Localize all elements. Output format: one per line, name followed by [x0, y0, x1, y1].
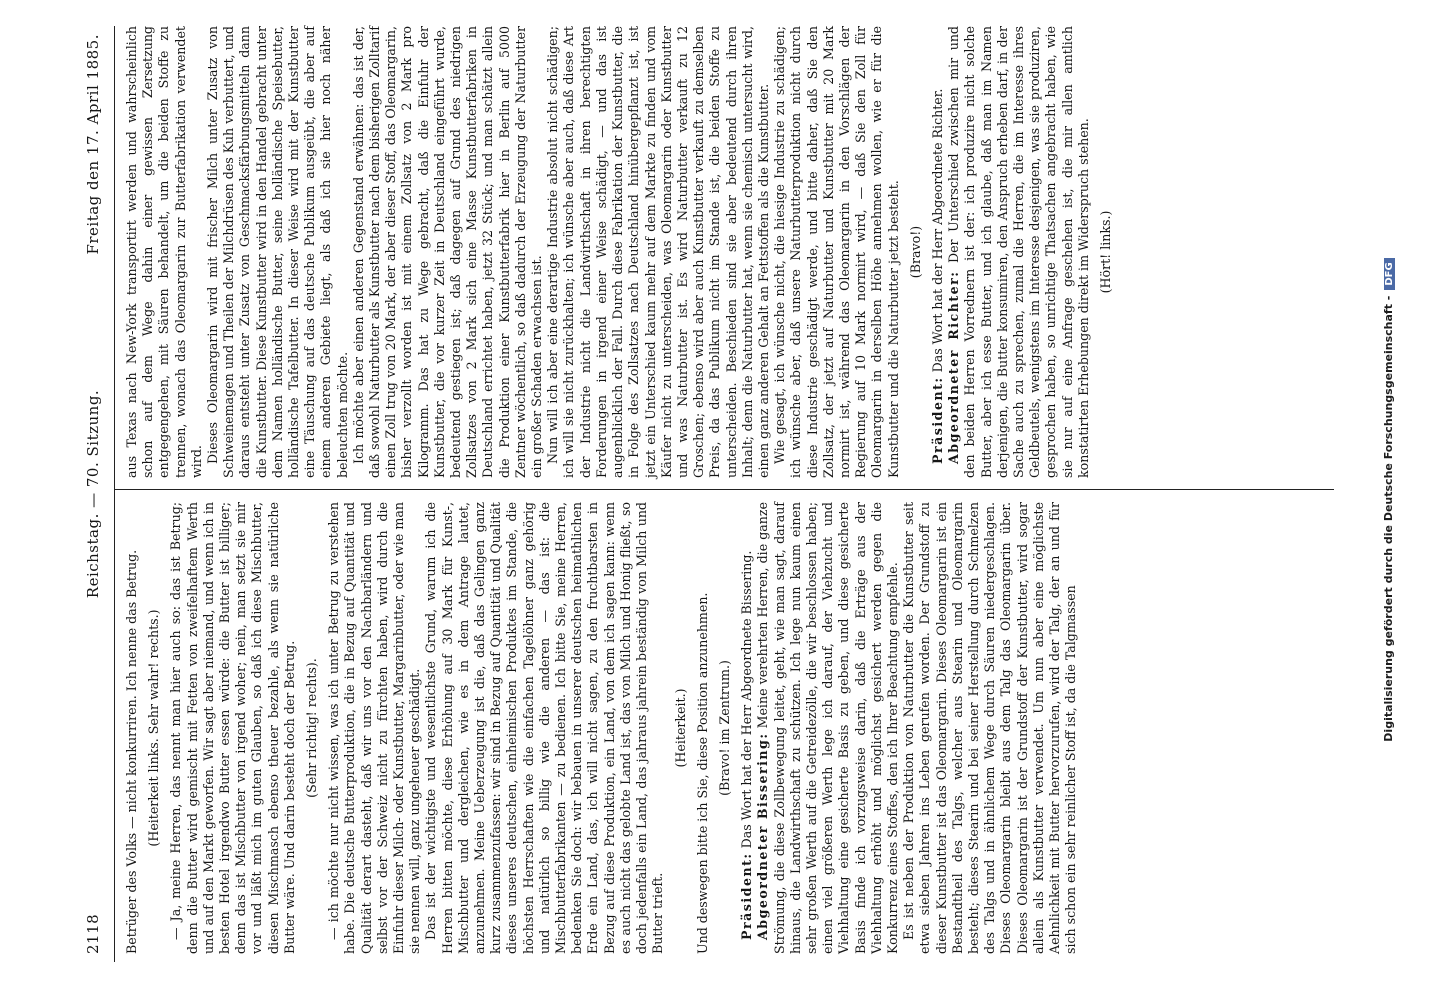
paragraph: Das ist der wichtigste und wesentlichste Grund, warum ich die Herren bitten möchte, diese Erhöhung auf 30 Mark für Kunst-, Mischbutter und dergleichen, wie es in dem Antrage lautet, anzunehmen. Meine Ueberzeugung ist die, daß das Gelingen ganz kurz zusammenzufassen: wir sind in Bezug auf Quantität und Qualität dieses unseres deutschen, einheimischen Produktes im Stande, die höchsten Herrschaften wie die einfachen Tagelöhner ganz gehörig und natürlich so billig wie die anderen — das ist: die Mischbutterfabrikanten — zu bedienen. Ich bitte Sie, meine Herren, bedenken Sie doch: wir bebauen in unserer deutschen heimathlichen Erde ein Land, das, ich will nicht sagen, zu den fruchtbarsten in Bezug auf diese Produktion, ein Land, von dem ich sagen kann: wenn es auch nicht das gelobte Land ist, das von Milch und Honig fließt, so doch jedenfalls ein Land, das jahraus jahrein beständig von Milch und Butter trieft. — [423, 502, 666, 954]
paragraph: — Ja, meine Herren, das nennt man hier auch so: das ist Betrug; denn die Butter wird gemischt mit Fetten von zweifelhaftem Werth und auf den Markt geworfen. Wir sagt aber niemand, und wenn ich in besten Hotel irgendwo Butter essen würde: die Butter ist billiger; denn das ist Mischbutter von irgend woher; nein, man setzt sie mir vor und läßt mich im guten Glauben, so daß ich diese Mischbutter, diesen Mischmasch ebenso theuer bezahle, als wenn sie natürliche Butter wäre. Und darin besteht doch der Betrug. — [168, 502, 297, 954]
paragraph: aus Texas nach New-York transportirt werden und wahrscheinlich schon auf dem Wege dahin einer gewissen Zersetzung entgegengehen, mit Säuren behandelt, um die beiden Stoffe zu trennen, wonach das Oleomargarin zur Butterfabrikation verwendet wird. — [124, 26, 204, 478]
right-column — [124, 26, 1120, 478]
running-header — [78, 26, 112, 962]
paragraph: Nun will ich aber eine derartige Industrie absolut nicht schädigen; ich will sie nicht zurückhalten; ich wünsche aber auch, daß diese Art der Industrie nicht die Landwirthschaft in ihren berechtigten Forderungen in irgend einer Weise schädigt, — und das ist augenblicklich der Fall. Durch diese Fabrikation der Kunstbutter, die in Folge des Zollsatzes nach Deutschland hinübergepflanzt ist, ist jetzt ein Unterschied kaum mehr auf dem Markte zu finden und vom Käufer nicht zu unterscheiden, was Oleomargarin oder Kunstbutter und was Naturbutter ist. Es wird Naturbutter verkauft zu 12 Groschen; ebenso wird aber auch Kunstbutter verkauft zu demselben Preis, da das Publikum nicht im Stande ist, die beiden Stoffe zu unterscheiden. Beschieden sind sie aber bedeutend durch ihren Inhalt; denn die Naturbutter hat, wenn sie chemisch untersucht wird, einen ganz anderen Gehalt an Fettstoffen als die Kunstbutter. — [545, 26, 771, 478]
interjection: (Heiterkeit links. Sehr wahr! rechts.) — [146, 609, 162, 847]
paragraph: Ich möchte aber einen anderen Gegenstand erwähnen: das ist der, daß sowohl Naturbutter als Kunstbutter nach dem bisherigen Zolltarif einen Zoll trug von 20 Mark, der aber dieser Stoff, das Oleomargarin, bisher verzollt worden ist mit einem Zollsatz von 2 Mark pro Kilogramm. Das hat zu Wege gebracht, daß die Einfuhr der Kunstbutter, die vor kurzer Zeit in Deutschland eingeführt wurde, bedeutend gestiegen ist; daß dagegen auf Grund des niedrigen Zollsatzes von 2 Mark sich eine Masse Kunstbutterfabriken in Deutschland errichtet haben, jetzt 32 Stück; und man schätzt allein die Produktion einer Kunstbutterfabrik hier in Berlin auf 5000 Zentner wöchentlich, so daß dadurch der Erzeugung der Naturbutter ein großer Schaden erwachsen ist. — [350, 26, 545, 478]
dfg-badge: DFG — [1384, 258, 1395, 289]
paragraph: Und deswegen bitte ich Sie, diese Position anzunehmen. — [694, 592, 710, 954]
speech-text: Das Wort hat der Herr Abgeordnete Bissering. — [739, 550, 755, 849]
interjection: (Hört! links.) — [1097, 210, 1113, 294]
paragraph: Betrüger des Volks — nicht konkurriren. Ich nenne das Betrug. — [124, 549, 139, 954]
speech-paragraph — [946, 26, 1092, 478]
speech-text: Das Wort hat der Herr Abgeordnete Richter. — [929, 88, 945, 373]
header-date: Freitag den 17. April 1885. — [84, 34, 102, 255]
speech-paragraph — [755, 502, 901, 954]
paragraph: Wie gesagt, ich wünsche nicht, die hiesige Industrie zu schädigen; ich wünsche aber, daß unsere Naturbutterproduktion nicht durch diese Industrie geschädigt werde, und bitte daher, daß Sie den Zollsatz, der jetzt auf Naturbutter und Kunstbutter mit 20 Mark normirt ist, während das Oleomargarin in den Vorschlägen der Regierung auf 10 Mark normirt wird, — daß Sie den Zoll für Oleomargarin in derselben Höhe annehmen wollen, wie er für die Kunstbutter und die Naturbutter jetzt besteht. — [772, 26, 901, 478]
paragraph: Dieses Oleomargarin wird mit frischer Milch unter Zusatz von Schweinemagen und Theilen der Milchdrüsen des Kuh verbuttert, und daraus entsteht unter Zusatz von Geschmacksfärbungsmitteln dann die Kunstbutter. Diese Kunstbutter wird in den Handel gebracht unter dem Namen holländische Butter, seine holländische Speisebutter, holländische Tafelbutter. In dieser Weise wird mit der Kunstbutter eine Täuschung auf das deutsche Publikum ausgeübt, die aber auf einem anderen Gebiete liegt, als daß ich sie hier noch näher beleuchten möchte. — [205, 26, 350, 478]
header-title: Reichstag. — 70. Sitzung. — [84, 389, 102, 599]
interjection: (Bravo!) — [907, 225, 923, 279]
interjection: (Bravo! im Zentrum.) — [716, 660, 732, 796]
speaker-name: Präsident: — [739, 852, 755, 940]
left-column — [124, 502, 1079, 954]
paragraph: Es ist neben der Produktion von Naturbutter die Kunstbutter seit etwa sieben Jahren ins Leben gerufen worden. Der Grundstoff zu dieser Kunstbutter ist das Oleomargarin. Dieses Oleomargarin ist ein Bestandtheil des Talgs, welcher aus Stearin und Oleomargarin besteht; dieses Stearin und bei seiner Herstellung durch Schmelzen des Talgs und in ähnlichem Wege durch Säuren niedergeschlagen. Dieses Oleomargarin bleibt aus dem Talg das Oleomargarin über. Dieses Oleomargarin ist der Grundstoff der Kunstbutter, wird sogar allein als Kunstbutter verwendet. Um nun aber eine möglichste Aehnlichkeit mit Butter hervorzurufen, wird der Talg, der an und für sich schon ein sehr reinlicher Stoff ist, da die Talgmassen — [901, 502, 1079, 954]
credit-text: Digitalisierung gefördert durch die Deutsche Forschungsgemeinschaft - — [1382, 295, 1395, 742]
interjection: (Heiterkeit.) — [672, 688, 688, 768]
speaker-name: Präsident: — [929, 376, 945, 464]
paragraph: — ich möchte nur nicht wissen, was ich unter Betrug zu verstehen habe. Die deutsche Butterproduktion, die in Bezug auf Quantität und Qualität derart dasteht, daß wir uns vor den Nachbarländern und selbst vor der Schweiz nicht zu fürchten haben, wird durch die Einfuhr dieser Milch- oder Kunstbutter, Margarinbutter, oder wie man sie nennen will, ganz ungeheuer geschädigt. — [326, 502, 423, 954]
speaker-name: Abgeordneter Richter: — [946, 270, 962, 464]
interjection: (Sehr richtig! rechts). — [304, 658, 320, 798]
digitization-credit — [1382, 20, 1395, 980]
column-divider — [114, 489, 1334, 490]
speech-paragraph — [930, 26, 946, 478]
speaker-name: Abgeordneter Bissering: — [755, 732, 771, 940]
speech-text: Meine verehrten Herren, die ganze Strömung, die diese Zollbewegung leitet, geht, wie man sagt, darauf hinaus, die Landwirthschaft zu schützen. Ich lege nun kaum einen sehr großen Werth auf die Getreidezölle, die wir beschlossen haben; einen viel größeren Werth lege ich darauf, der Viehzucht und Viehhaltung eine gesicherte Basis zu geben, und diese gesicherte Basis finde ich vorzugsweise darin, daß die Erträge aus der Viehhaltung erhöht und möglichst gesichert werden gegen die Konkurrenz eines Stoffes, den ich Ihrer Beachtung empfehle. — [755, 502, 900, 954]
page-number: 2118 — [84, 913, 102, 954]
speech-text: Der Unterschied zwischen mir und den beiden Herren Vorrednern ist der: ich produzire nicht solche Butter, aber ich esse Butter, und ich glaube, daß man im Namen derjenigen, die Butter konsumiren, den Anspruch erheben darf, in der Sache auch zu sprechen, zumal die Herren, die im Interesse ihres Geldbeutels, wenigstens im Interesse desjenigen, was sie produziren, gesprochen haben, so unrichtige Thatsachen angebracht haben, wie sie nur auf eine Anfrage geschehen ist, die mir allen amtlich konstatirten Erhebungen direkt im Widerspruch stehen. — [946, 26, 1091, 478]
header-rule — [114, 26, 115, 962]
page-frame — [78, 26, 1338, 962]
speech-paragraph — [739, 502, 755, 954]
